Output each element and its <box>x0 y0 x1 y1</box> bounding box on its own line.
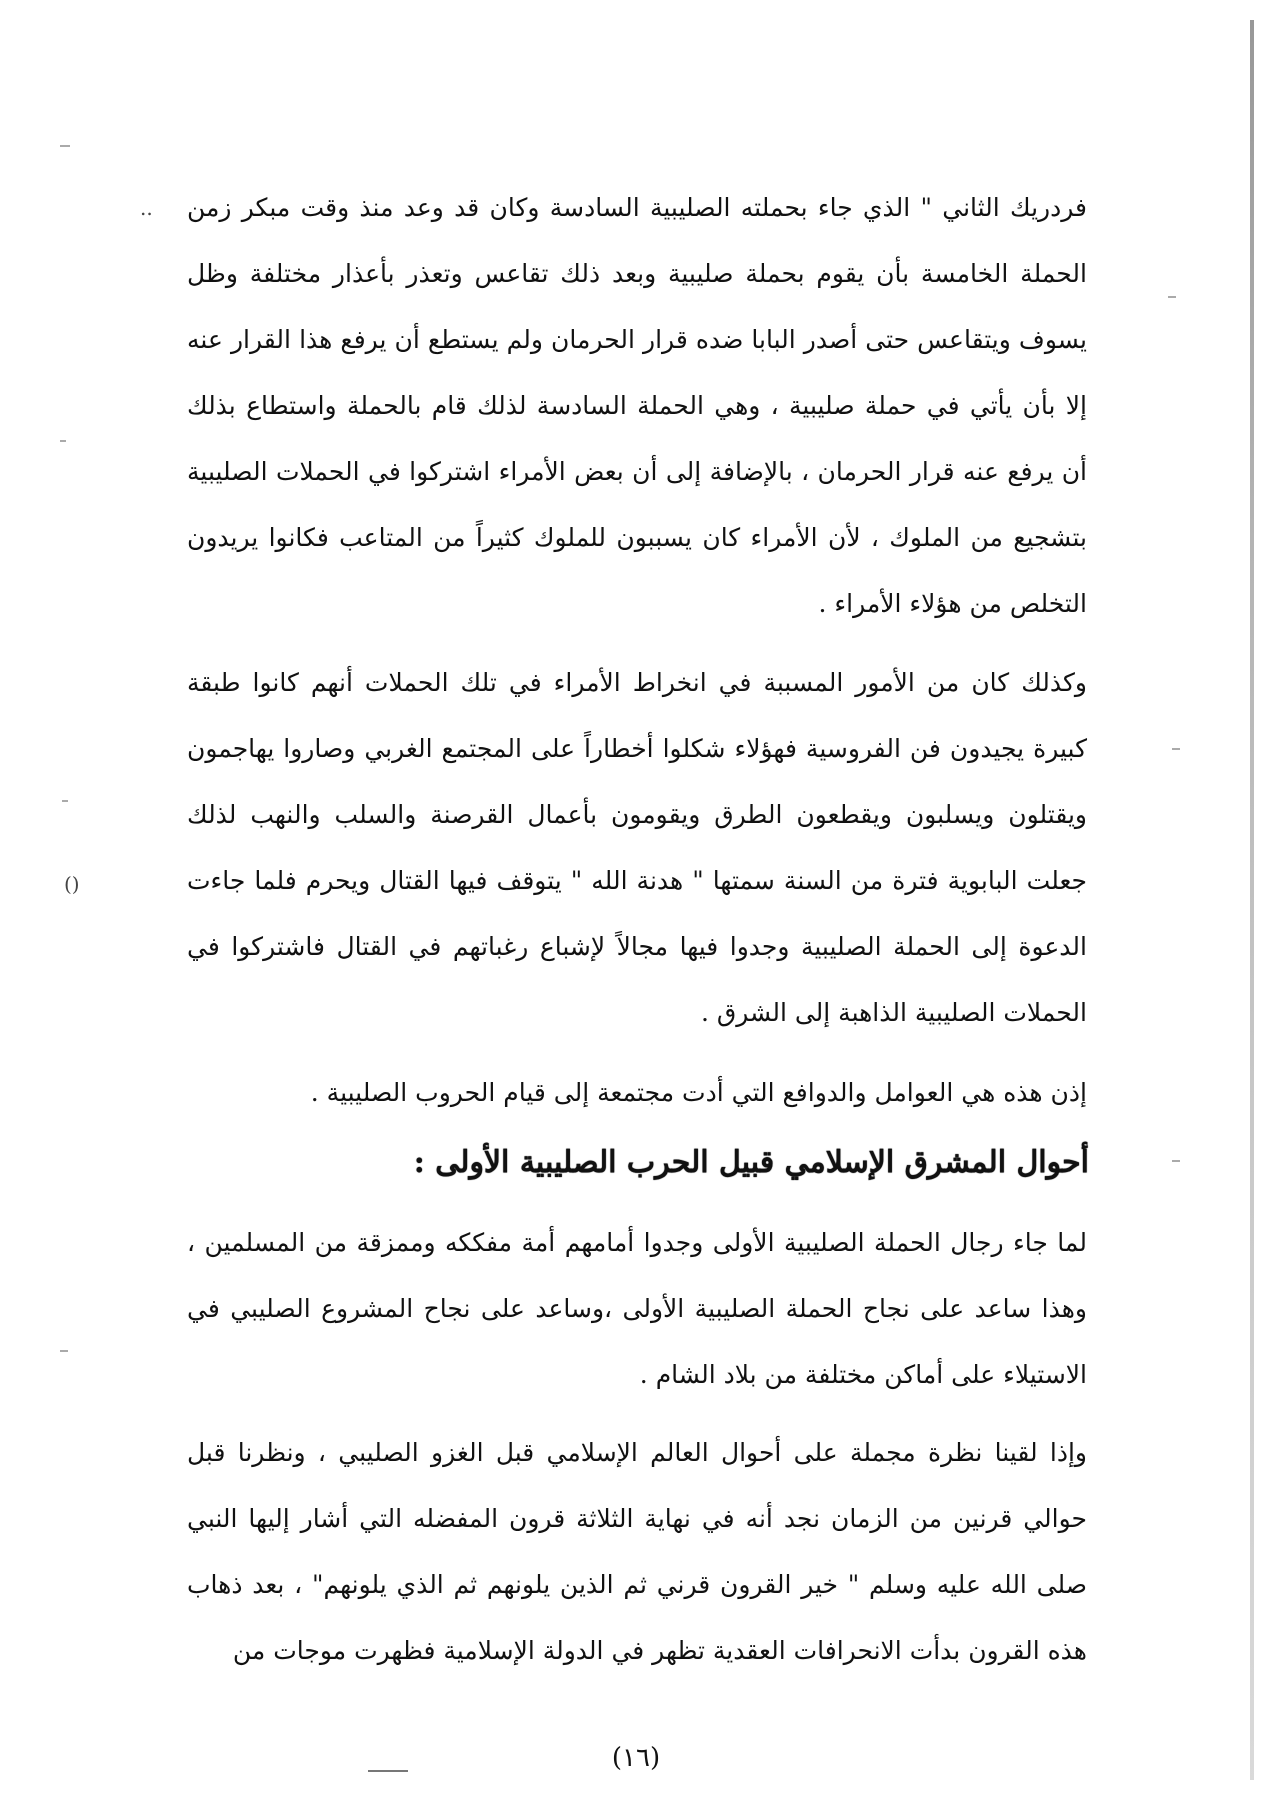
scan-speck <box>62 800 68 802</box>
footer-dash <box>368 1770 408 1772</box>
scan-speck <box>60 1350 68 1352</box>
scan-speck <box>60 440 66 442</box>
section-heading: أحوال المشرق الإسلامي قبيل الحرب الصليبية الأولى : <box>413 1145 1089 1180</box>
paragraph-text: وإذا لقينا نظرة مجملة على أحوال العالم الإسلامي قبل الغزو الصليبي ، ونظرنا قبل حوالي قرنين من الزمان نجد أنه في نهاية الثلاثة قرون المفضله التي أشار إليها النبي صلى الله عليه وسلم " خير القرون قرني ثم الذين يلونهم ثم الذي يلونهم" ، بعد ذهاب هذه القرون بدأت الانحرافات العقدية تظهر في الدولة الإسلامية فظهرت موجات من <box>187 1438 1087 1665</box>
scan-speck <box>1172 1160 1180 1162</box>
paragraph-text: إذن هذه هي العوامل والدوافع التي أدت مجتمعة إلى قيام الحروب الصليبية . <box>310 1078 1087 1107</box>
paragraph-2 <box>187 650 1087 1046</box>
scan-mark: () <box>64 872 80 896</box>
scan-speck <box>1172 748 1180 750</box>
paragraph-5 <box>187 1420 1087 1684</box>
paragraph-text: فردريك الثاني " الذي جاء بحملته الصليبية السادسة وكان قد وعد منذ وقت مبكر زمن الحملة الخامسة بأن يقوم بحملة صليبية وبعد ذلك تقاعس وتعذر بأعذار مختلفة وظل يسوف ويتقاعس حتى أصدر البابا ضده قرار الحرمان ولم يستطع أن يرفع هذا القرار عنه إلا بأن يأتي في حملة صليبية ، وهي الحملة السادسة لذلك قام بالحملة واستطاع بذلك أن يرفع عنه قرار الحرمان ، بالإضافة إلى أن بعض الأمراء اشتركوا في الحملات الصليبية بتشجيع من الملوك ، لأن الأمراء كان يسببون للملوك كثيراً من المتاعب فكانوا يريدون التخلص من هؤلاء الأمراء . <box>187 193 1087 618</box>
paragraph-text: لما جاء رجال الحملة الصليبية الأولى وجدوا أمامهم أمة مفككه وممزقة من المسلمين ، وهذا ساعد على نجاح الحملة الصليبية الأولى ،وساعد على نجاح المشروع الصليبي في الاستيلاء على أماكن مختلفة من بلاد الشام . <box>187 1228 1087 1389</box>
paragraph-1 <box>187 175 1087 637</box>
scan-mark: .. <box>140 196 153 220</box>
paragraph-3 <box>187 1060 1087 1126</box>
scan-edge-shadow <box>1250 20 1254 1780</box>
paragraph-text: وكذلك كان من الأمور المسببة في انخراط الأمراء في تلك الحملات أنهم كانوا طبقة كبيرة يجيدون فن الفروسية فهؤلاء شكلوا أخطاراً على المجتمع الغربي وصاروا يهاجمون ويقتلون ويسلبون ويقطعون الطرق ويقومون بأعمال القرصنة والسلب والنهب لذلك جعلت البابوية فترة من السنة سمتها " هدنة الله " يتوقف فيها القتال ويحرم فلما جاءت الدعوة إلى الحملة الصليبية وجدوا فيها مجالاً لإشباع رغباتهم في القتال فاشتركوا في الحملات الصليبية الذاهبة إلى الشرق . <box>187 668 1087 1027</box>
scan-speck <box>1168 296 1176 298</box>
scan-speck <box>60 145 70 147</box>
paragraph-4 <box>187 1210 1087 1408</box>
page-number: (١٦) <box>611 1743 661 1773</box>
